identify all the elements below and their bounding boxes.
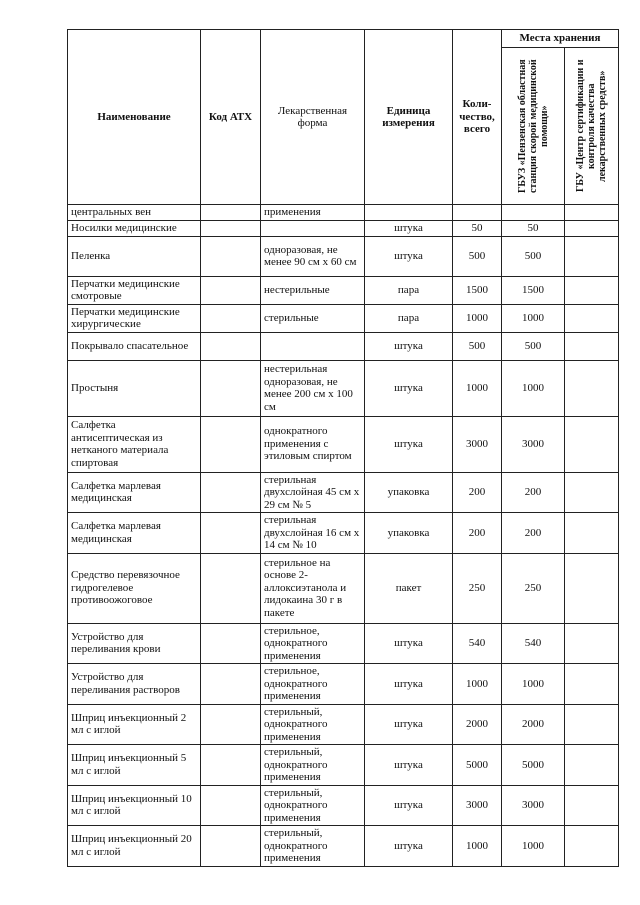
cell-qty: 3000 bbox=[453, 416, 502, 472]
cell-unit: упаковка bbox=[365, 513, 453, 554]
cell-unit: штука bbox=[365, 785, 453, 826]
cell-unit: штука bbox=[365, 664, 453, 705]
cell-form: стерильный, однократного применения bbox=[261, 785, 365, 826]
cell-qty: 200 bbox=[453, 513, 502, 554]
cell-s1: 1000 bbox=[502, 664, 565, 705]
cell-s2 bbox=[565, 332, 619, 360]
cell-form: однократного применения с этиловым спиртом bbox=[261, 416, 365, 472]
cell-s2 bbox=[565, 220, 619, 236]
cell-name: Перчатки медицинские хирургические bbox=[68, 304, 201, 332]
table-row bbox=[68, 220, 619, 236]
cell-name: Простыня bbox=[68, 360, 201, 416]
cell-name: центральных вен bbox=[68, 205, 201, 221]
cell-qty: 50 bbox=[453, 220, 502, 236]
cell-qty: 1000 bbox=[453, 826, 502, 867]
cell-name: Шприц инъекционный 20 мл с иглой bbox=[68, 826, 201, 867]
cell-form bbox=[261, 220, 365, 236]
cell-unit: штука bbox=[365, 360, 453, 416]
cell-s1: 5000 bbox=[502, 745, 565, 786]
cell-qty: 1500 bbox=[453, 276, 502, 304]
cell-unit: штука bbox=[365, 332, 453, 360]
cell-s1: 1000 bbox=[502, 826, 565, 867]
cell-s1 bbox=[502, 205, 565, 221]
header-store2: ГБУ «Центр сертификации и контроля качества лекарственных средств» bbox=[575, 59, 608, 193]
cell-qty bbox=[453, 205, 502, 221]
table-row bbox=[68, 513, 619, 554]
cell-s1: 200 bbox=[502, 513, 565, 554]
header-unit: Единица измерения bbox=[365, 30, 453, 205]
cell-atc bbox=[201, 553, 261, 623]
cell-form: стерильная двухслойная 45 см х 29 см № 5 bbox=[261, 472, 365, 513]
cell-qty: 500 bbox=[453, 332, 502, 360]
cell-unit: пакет bbox=[365, 553, 453, 623]
cell-s1: 500 bbox=[502, 236, 565, 276]
cell-s2 bbox=[565, 664, 619, 705]
cell-name: Шприц инъекционный 2 мл с иглой bbox=[68, 704, 201, 745]
table-row bbox=[68, 304, 619, 332]
cell-s1: 50 bbox=[502, 220, 565, 236]
cell-atc bbox=[201, 416, 261, 472]
cell-atc bbox=[201, 704, 261, 745]
cell-atc bbox=[201, 205, 261, 221]
cell-qty: 3000 bbox=[453, 785, 502, 826]
cell-s1: 250 bbox=[502, 553, 565, 623]
cell-name: Салфетка антисептическая из нетканого материала спиртовая bbox=[68, 416, 201, 472]
cell-atc bbox=[201, 513, 261, 554]
cell-s2 bbox=[565, 704, 619, 745]
cell-unit: пара bbox=[365, 276, 453, 304]
cell-s2 bbox=[565, 360, 619, 416]
cell-atc bbox=[201, 276, 261, 304]
cell-name: Носилки медицинские bbox=[68, 220, 201, 236]
table-body bbox=[68, 205, 619, 867]
cell-s2 bbox=[565, 276, 619, 304]
cell-atc bbox=[201, 785, 261, 826]
cell-atc bbox=[201, 472, 261, 513]
cell-form bbox=[261, 332, 365, 360]
header-store1-cell bbox=[502, 48, 565, 205]
cell-form: нестерильная одноразовая, не менее 200 см х 100 см bbox=[261, 360, 365, 416]
cell-s2 bbox=[565, 472, 619, 513]
cell-atc bbox=[201, 236, 261, 276]
cell-name: Перчатки медицинские смотровые bbox=[68, 276, 201, 304]
cell-s1: 500 bbox=[502, 332, 565, 360]
cell-name: Средство перевязочное гидрогелевое противоожоговое bbox=[68, 553, 201, 623]
cell-unit: штука bbox=[365, 826, 453, 867]
table-row bbox=[68, 704, 619, 745]
cell-qty: 1000 bbox=[453, 360, 502, 416]
cell-unit: штука bbox=[365, 416, 453, 472]
cell-unit: штука bbox=[365, 745, 453, 786]
cell-s2 bbox=[565, 745, 619, 786]
cell-unit: упаковка bbox=[365, 472, 453, 513]
cell-form: стерильное, однократного применения bbox=[261, 623, 365, 664]
table-row bbox=[68, 553, 619, 623]
cell-s2 bbox=[565, 205, 619, 221]
cell-form: стерильный, однократного применения bbox=[261, 704, 365, 745]
cell-s1: 1000 bbox=[502, 360, 565, 416]
cell-unit: штука bbox=[365, 236, 453, 276]
cell-s2 bbox=[565, 416, 619, 472]
cell-s1: 1000 bbox=[502, 304, 565, 332]
table-row bbox=[68, 360, 619, 416]
table-row bbox=[68, 332, 619, 360]
cell-atc bbox=[201, 332, 261, 360]
table-row bbox=[68, 276, 619, 304]
header-store1: ГБУЗ «Пензенская областная станция скорой медицинской помощи» bbox=[516, 59, 550, 193]
header-name: Наименование bbox=[68, 30, 201, 205]
cell-atc bbox=[201, 623, 261, 664]
cell-form: применения bbox=[261, 205, 365, 221]
cell-form: стерильный, однократного применения bbox=[261, 745, 365, 786]
cell-atc bbox=[201, 826, 261, 867]
cell-unit: штука bbox=[365, 704, 453, 745]
table-row bbox=[68, 205, 619, 221]
cell-qty: 540 bbox=[453, 623, 502, 664]
cell-name: Салфетка марлевая медицинская bbox=[68, 513, 201, 554]
table-row bbox=[68, 472, 619, 513]
header-qty: Коли-чество, всего bbox=[453, 30, 502, 205]
cell-atc bbox=[201, 664, 261, 705]
table-row bbox=[68, 236, 619, 276]
cell-name: Устройство для переливания растворов bbox=[68, 664, 201, 705]
cell-s1: 2000 bbox=[502, 704, 565, 745]
cell-form: стерильные bbox=[261, 304, 365, 332]
cell-unit: штука bbox=[365, 623, 453, 664]
cell-qty: 200 bbox=[453, 472, 502, 513]
cell-qty: 1000 bbox=[453, 664, 502, 705]
header-storage: Места хранения bbox=[502, 30, 619, 48]
header-form: Лекарственная форма bbox=[261, 30, 365, 205]
cell-form: нестерильные bbox=[261, 276, 365, 304]
table-row bbox=[68, 785, 619, 826]
cell-s1: 1500 bbox=[502, 276, 565, 304]
cell-s2 bbox=[565, 304, 619, 332]
cell-qty: 250 bbox=[453, 553, 502, 623]
cell-s2 bbox=[565, 623, 619, 664]
cell-s1: 3000 bbox=[502, 416, 565, 472]
cell-s1: 540 bbox=[502, 623, 565, 664]
cell-name: Устройство для переливания крови bbox=[68, 623, 201, 664]
table-row bbox=[68, 664, 619, 705]
header-atc: Код АТХ bbox=[201, 30, 261, 205]
cell-atc bbox=[201, 304, 261, 332]
cell-form: стерильное на основе 2-аллоксиэтанола и лидокаина 30 г в пакете bbox=[261, 553, 365, 623]
header-store2-cell bbox=[565, 48, 619, 205]
table-row bbox=[68, 826, 619, 867]
cell-name: Пеленка bbox=[68, 236, 201, 276]
cell-name: Шприц инъекционный 10 мл с иглой bbox=[68, 785, 201, 826]
cell-qty: 1000 bbox=[453, 304, 502, 332]
cell-s2 bbox=[565, 826, 619, 867]
cell-qty: 5000 bbox=[453, 745, 502, 786]
cell-s1: 3000 bbox=[502, 785, 565, 826]
cell-unit bbox=[365, 205, 453, 221]
table-row bbox=[68, 623, 619, 664]
table-row bbox=[68, 416, 619, 472]
cell-s1: 200 bbox=[502, 472, 565, 513]
cell-name: Салфетка марлевая медицинская bbox=[68, 472, 201, 513]
table-row bbox=[68, 745, 619, 786]
cell-unit: штука bbox=[365, 220, 453, 236]
cell-s2 bbox=[565, 785, 619, 826]
cell-atc bbox=[201, 745, 261, 786]
supplies-table bbox=[67, 29, 619, 867]
cell-s2 bbox=[565, 236, 619, 276]
cell-qty: 500 bbox=[453, 236, 502, 276]
cell-qty: 2000 bbox=[453, 704, 502, 745]
cell-name: Покрывало спасательное bbox=[68, 332, 201, 360]
cell-atc bbox=[201, 360, 261, 416]
cell-form: стерильная двухслойная 16 см х 14 см № 10 bbox=[261, 513, 365, 554]
cell-s2 bbox=[565, 513, 619, 554]
cell-s2 bbox=[565, 553, 619, 623]
cell-unit: пара bbox=[365, 304, 453, 332]
cell-form: одноразовая, не менее 90 см х 60 см bbox=[261, 236, 365, 276]
cell-atc bbox=[201, 220, 261, 236]
cell-name: Шприц инъекционный 5 мл с иглой bbox=[68, 745, 201, 786]
cell-form: стерильный, однократного применения bbox=[261, 826, 365, 867]
cell-form: стерильное, однократного применения bbox=[261, 664, 365, 705]
